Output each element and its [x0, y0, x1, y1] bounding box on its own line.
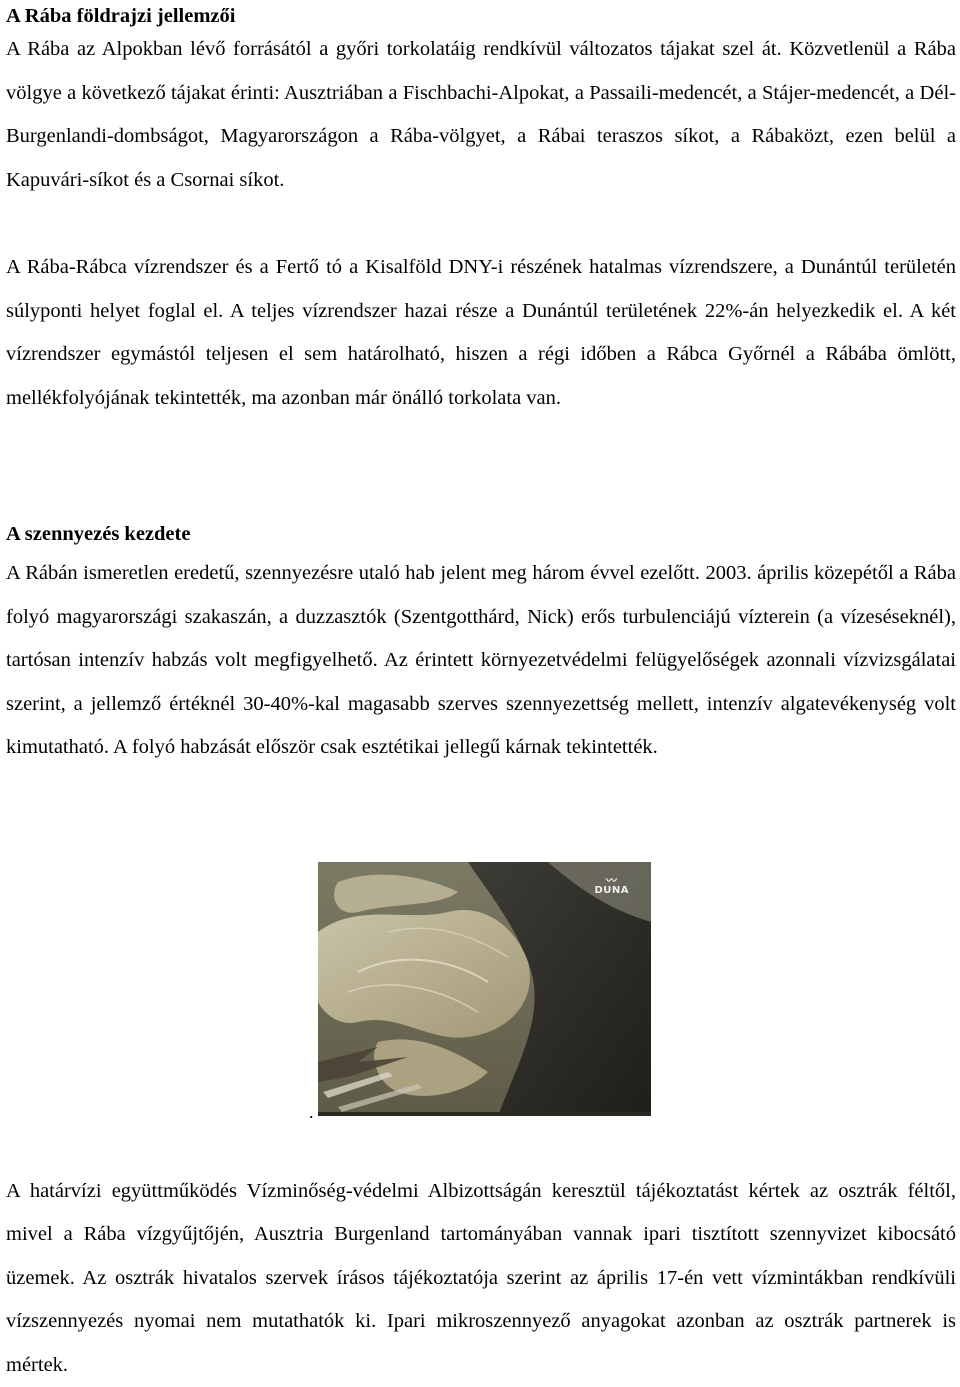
section-heading-pollution: A szennyezés kezdete	[6, 523, 191, 545]
paragraph-geography-2: A Rába-Rábca vízrendszer és a Fertő tó a Kisalföld DNY-i részének hatalmas vízrendszere, a Dunántúl területén súlyponti helyet foglal el. A teljes vízrendszer hazai része a Dunántúl területének 22%-án helyezkedik el. A két vízrendszer egymástól teljesen el sem határolható, hiszen a régi időben a Rábca Győrnél a Rábába ömlött, mellékfolyójának tekintették, ma azonban már önálló torkolata van.	[6, 256, 956, 409]
paragraph-pollution-1: A Rábán ismeretlen eredetű, szennyezésre utaló hab jelent meg három évvel ezelőtt. 2003. április közepétől a Rába folyó magyarországi szakaszán, a duzzasztók (Szentgotthárd, Nick) erős turbulenciájú vízterein (a vízeséseknél), tartósan intenzív habzás volt megfigyelhető. Az érintett környezetvédelmi felügyelőségek azonnali vízvizsgálatai szerint, a jellemző értéknél 30-40%-kal magasabb szerves szennyezettség mellett, intenzív algatevékenység volt kimutatható. A folyó habzását először csak esztétikai jellegű kárnak tekintették.	[6, 562, 956, 759]
paragraph-geography-1: A Rába az Alpokban lévő forrásától a győri torkolatáig rendkívül változatos tájakat szel át. Közvetlenül a Rába völgye a következő tájakat érinti: Ausztriában a Fischbachi-Alpokat, a Passaili-medencét, a Stájer-medencét, a Dél-Burgenlandi-dombságot, Magyarországon a Rába-völgyet, a Rábai teraszos síkot, a Rábaközt, ezen belül a Kapuvári-síkot és a Csornai síkot.	[6, 38, 956, 191]
river-foam-image	[318, 862, 651, 1116]
paragraph-pollution-2: A határvízi együttműködés Vízminőség-védelmi Albizottságán keresztül tájékoztatást kértek az osztrák féltől, mivel a Rába vízgyűjtőjén, Ausztria Burgenland tartományában vannak ipari tisztított szennyvizet kibocsátó üzemek. Az osztrák hivatalos szervek írásos tájékoztatója szerint az április 17-én vett vízmintákban rendkívüli vízszennyezés nyomai nem mutathatók ki. Ipari mikroszennyező anyagokat azonban az osztrák partnerek is mértek.	[6, 1180, 956, 1376]
wave-logo-icon: 〰	[605, 874, 618, 887]
logo-text: DUNA	[594, 885, 629, 896]
photo-caption: .	[309, 1102, 314, 1122]
section-heading-geography: A Rába földrajzi jellemzői	[6, 5, 236, 27]
duna-tv-logo	[594, 876, 629, 896]
river-foam-photo	[318, 862, 651, 1116]
